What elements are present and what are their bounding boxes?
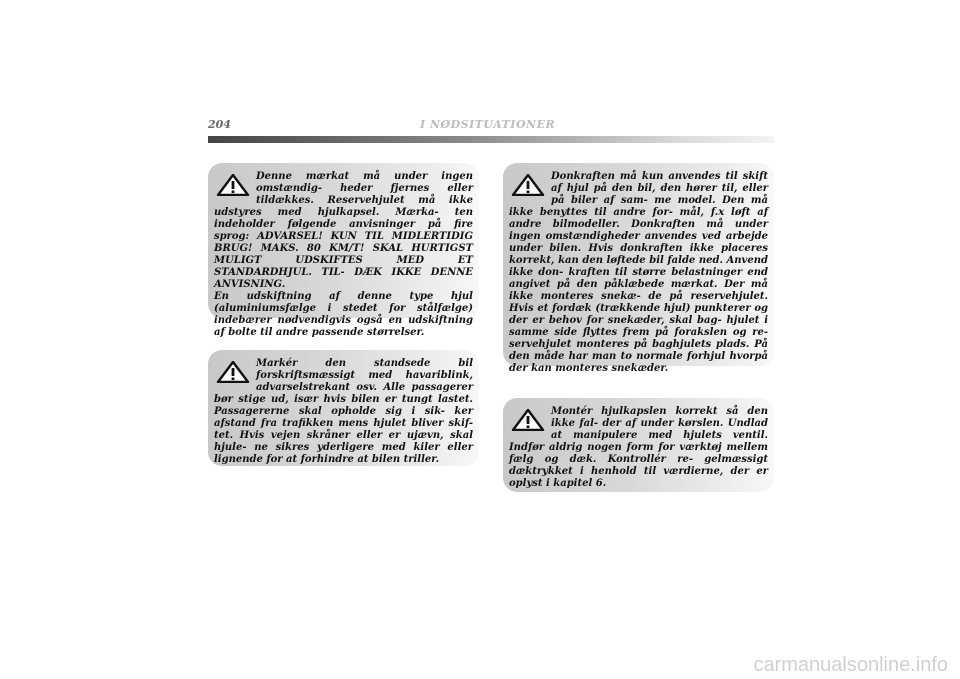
- warning-text: Montér hjulkapslen korrekt så den ikke fal- der af under kørslen. Undlad at manipulere med hjulets ventil. Indfør aldrig nogen form for værktøj mellem fælg og dæk. Kontrollér re- gelmæssigt dæktrykket i henhold til værdierne, der er oplyst i kapitel 6.: [509, 406, 768, 489]
- warning-text: Markér den standsede bil forskriftsmæssigt med havariblink, advarselstrekant osv. Alle passagerer bør stige ud, især hvis bilen er tungt lastet. Passagererne skal opholde sig i sik- ker afstand fra trafikken mens hjulet bliver skif- tet. Hvis vejen skråner eller er ujævn, skal hjule- ne sikres yderligere med kiler eller lignende for at forhindre at bilen triller.: [214, 358, 473, 465]
- section-title: I NØDSITUATIONER: [420, 118, 556, 131]
- warning-triangle-icon: [216, 361, 250, 383]
- warning-text: Denne mærkat må under ingen omstændig- heder fjernes eller tildækkes. Reservehjulet må ikke udstyres med hjulkapsel. Mærka- ten indeholder følgende anvisninger på fire sprog: ADVARSEL! KUN TIL MIDLERTIDIG BRUG! MAKS. 80 KM/T! SKAL HURTIGST MULIGT UDSKIFTES MED ET STANDARDHJUL. TIL- DÆK IKKE DENNE ANVISNING.: [214, 171, 473, 290]
- header-rule: [208, 136, 774, 143]
- warning-box-mounting-label: [208, 163, 479, 338]
- page-header: [208, 118, 774, 134]
- watermark: carmanualsonline.info: [753, 654, 948, 676]
- warning-text-extra: En udskiftning af denne type hjul (aluminiumsfælge i stedet for stålfælge) indebærer nødvendigvis også en udskiftning af bolte til andre passende størrelser.: [214, 291, 473, 338]
- warning-triangle-icon: [511, 409, 545, 431]
- warning-text: Donkraften må kun anvendes til skift af hjul på den bil, den hører til, eller på biler af sam- me model. Den må ikke benyttes til andre for- mål, f.x løft af andre bilmodeller. Donkraften må under ingen omstændigheder anvendes ved arbejde under bilen. Hvis donkraften ikke placeres korrekt, kan den løftede bil falde ned. Anvend ikke don- kraften til større belastninger end angivet på den påklæbede mærkat. Der må ikke monteres snekæ- de på reservehjulet. Hvis et fordæk (trækkende hjul) punkterer og der er behov for snekæder, skal bag- hjulet i samme side flyttes frem på forakslen og re- servehjulet monteres på baghjulets plads. På den måde har man to normale forhjul hvorpå der kan monteres snekæder.: [509, 171, 768, 374]
- warning-box-stopped-car: [208, 350, 479, 466]
- page-number: 204: [208, 118, 231, 131]
- warning-box-jack: [503, 163, 774, 374]
- warning-box-hubcap: [503, 398, 774, 492]
- warning-triangle-icon: [216, 174, 250, 196]
- warning-triangle-icon: [511, 174, 545, 196]
